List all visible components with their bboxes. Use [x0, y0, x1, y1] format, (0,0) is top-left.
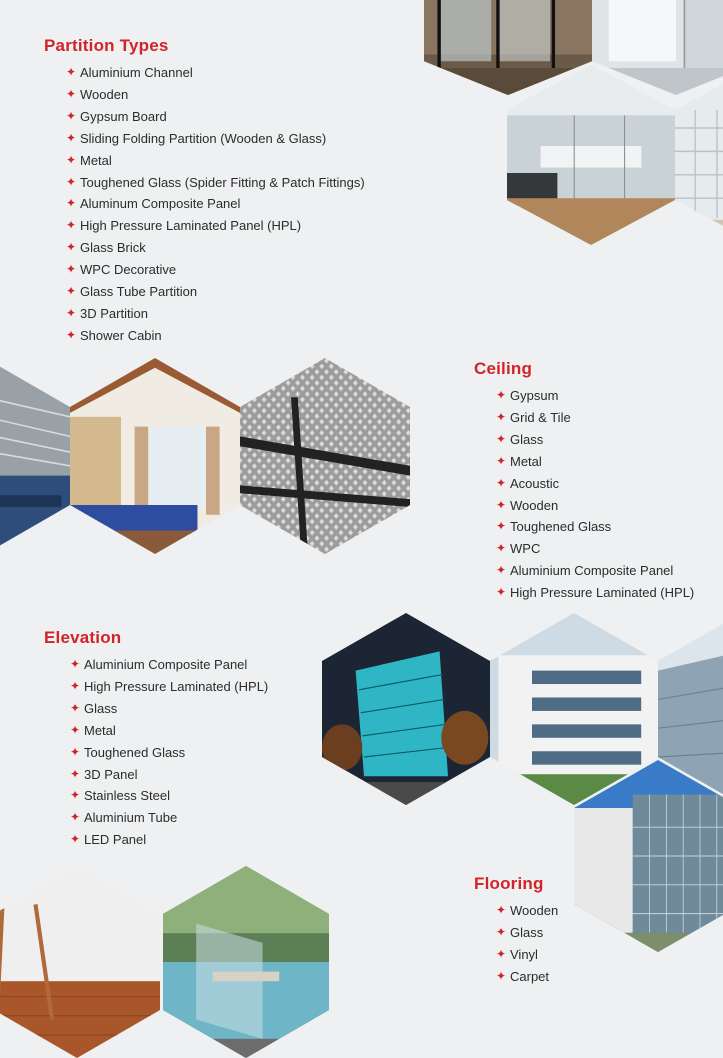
list-item: ✦ Carpet [496, 966, 558, 988]
wooden-ceiling-bedroom-photo [70, 358, 240, 554]
star-bullet-icon: ✦ [66, 240, 77, 255]
list-item: ✦ Sliding Folding Partition (Wooden & Glass) [66, 128, 365, 150]
star-bullet-icon: ✦ [66, 86, 77, 101]
star-bullet-icon: ✦ [496, 968, 507, 983]
star-bullet-icon: ✦ [66, 108, 77, 123]
partition-types-title: Partition Types [44, 36, 169, 55]
star-bullet-icon: ✦ [496, 903, 507, 917]
list-item: ✦ Vinyl [496, 944, 558, 966]
list-item: ✦ Metal [496, 451, 694, 473]
list-item: ✦ Wooden [496, 495, 694, 517]
list-item: ✦ Aluminium Composite Panel [70, 654, 268, 676]
star-bullet-icon: ✦ [496, 563, 507, 578]
list-item: ✦ Toughened Glass (Spider Fitting & Patch Fittings) [66, 172, 365, 194]
glass-pool-deck-photo [163, 866, 329, 1058]
star-bullet-icon: ✦ [496, 409, 507, 424]
list-item: ✦ Metal [70, 720, 268, 742]
list-item: ✦ Glass [496, 429, 694, 451]
star-bullet-icon: ✦ [496, 388, 507, 402]
flooring-list [474, 900, 558, 988]
list-item: ✦ Glass Tube Partition [66, 281, 365, 303]
elevation-section [44, 628, 268, 851]
star-bullet-icon: ✦ [66, 284, 77, 299]
elevation-list [44, 654, 268, 851]
star-bullet-icon: ✦ [66, 130, 77, 145]
flooring-title: Flooring [474, 874, 544, 893]
star-bullet-icon: ✦ [496, 585, 507, 600]
ceiling-title: Ceiling [474, 359, 533, 378]
list-item: ✦ High Pressure Laminated (HPL) [70, 676, 268, 698]
star-bullet-icon: ✦ [496, 475, 507, 490]
partition-types-section [44, 36, 365, 347]
list-item: ✦ WPC [496, 538, 694, 560]
list-item: ✦ Aluminium Channel [66, 62, 365, 84]
star-bullet-icon: ✦ [70, 678, 81, 693]
list-item: ✦ LED Panel [70, 829, 268, 851]
flooring-section [474, 874, 558, 988]
led-glass-facade-night-photo [322, 613, 490, 805]
list-item: ✦ Toughened Glass [496, 516, 694, 538]
list-item: ✦ Toughened Glass [70, 742, 268, 764]
star-bullet-icon: ✦ [66, 305, 77, 320]
star-bullet-icon: ✦ [66, 152, 77, 167]
star-bullet-icon: ✦ [66, 218, 77, 233]
list-item: ✦ Stainless Steel [70, 785, 268, 807]
list-item: ✦ Shower Cabin [66, 325, 365, 347]
star-bullet-icon: ✦ [70, 832, 81, 847]
metal-mesh-ceiling-photo [240, 358, 410, 554]
star-bullet-icon: ✦ [496, 519, 507, 534]
star-bullet-icon: ✦ [66, 65, 77, 79]
star-bullet-icon: ✦ [70, 766, 81, 781]
star-bullet-icon: ✦ [496, 924, 507, 939]
star-bullet-icon: ✦ [70, 722, 81, 737]
list-item: ✦ High Pressure Laminated (HPL) [496, 582, 694, 604]
partition-types-list [44, 62, 365, 347]
star-bullet-icon: ✦ [496, 946, 507, 961]
elevation-title: Elevation [44, 628, 122, 647]
grid-ceiling-office-photo [0, 358, 70, 554]
star-bullet-icon: ✦ [70, 788, 81, 803]
list-item: ✦ Aluminium Composite Panel [496, 560, 694, 582]
star-bullet-icon: ✦ [496, 497, 507, 512]
list-item: ✦ High Pressure Laminated Panel (HPL) [66, 215, 365, 237]
list-item: ✦ Aluminum Composite Panel [66, 193, 365, 215]
list-item: ✦ Grid & Tile [496, 407, 694, 429]
list-item: ✦ Metal [66, 150, 365, 172]
list-item: ✦ Aluminium Tube [70, 807, 268, 829]
list-item: ✦ Gypsum Board [66, 106, 365, 128]
star-bullet-icon: ✦ [70, 700, 81, 715]
star-bullet-icon: ✦ [70, 810, 81, 825]
list-item: ✦ 3D Partition [66, 303, 365, 325]
star-bullet-icon: ✦ [70, 744, 81, 759]
list-item: ✦ 3D Panel [70, 764, 268, 786]
ceiling-section [474, 359, 694, 604]
star-bullet-icon: ✦ [66, 327, 77, 342]
office-glass-partition-photo [507, 65, 675, 245]
list-item: ✦ Glass [70, 698, 268, 720]
star-bullet-icon: ✦ [496, 431, 507, 446]
ceiling-list [474, 385, 694, 604]
wooden-floor-photo [0, 866, 160, 1058]
list-item: ✦ Gypsum [496, 385, 694, 407]
list-item: ✦ Glass Brick [66, 237, 365, 259]
list-item: ✦ WPC Decorative [66, 259, 365, 281]
list-item: ✦ Wooden [496, 900, 558, 922]
star-bullet-icon: ✦ [70, 657, 81, 671]
star-bullet-icon: ✦ [66, 174, 77, 189]
list-item: ✦ Acoustic [496, 473, 694, 495]
list-item: ✦ Glass [496, 922, 558, 944]
star-bullet-icon: ✦ [66, 262, 77, 277]
star-bullet-icon: ✦ [496, 453, 507, 468]
star-bullet-icon: ✦ [66, 196, 77, 211]
star-bullet-icon: ✦ [496, 541, 507, 556]
list-item: ✦ Wooden [66, 84, 365, 106]
